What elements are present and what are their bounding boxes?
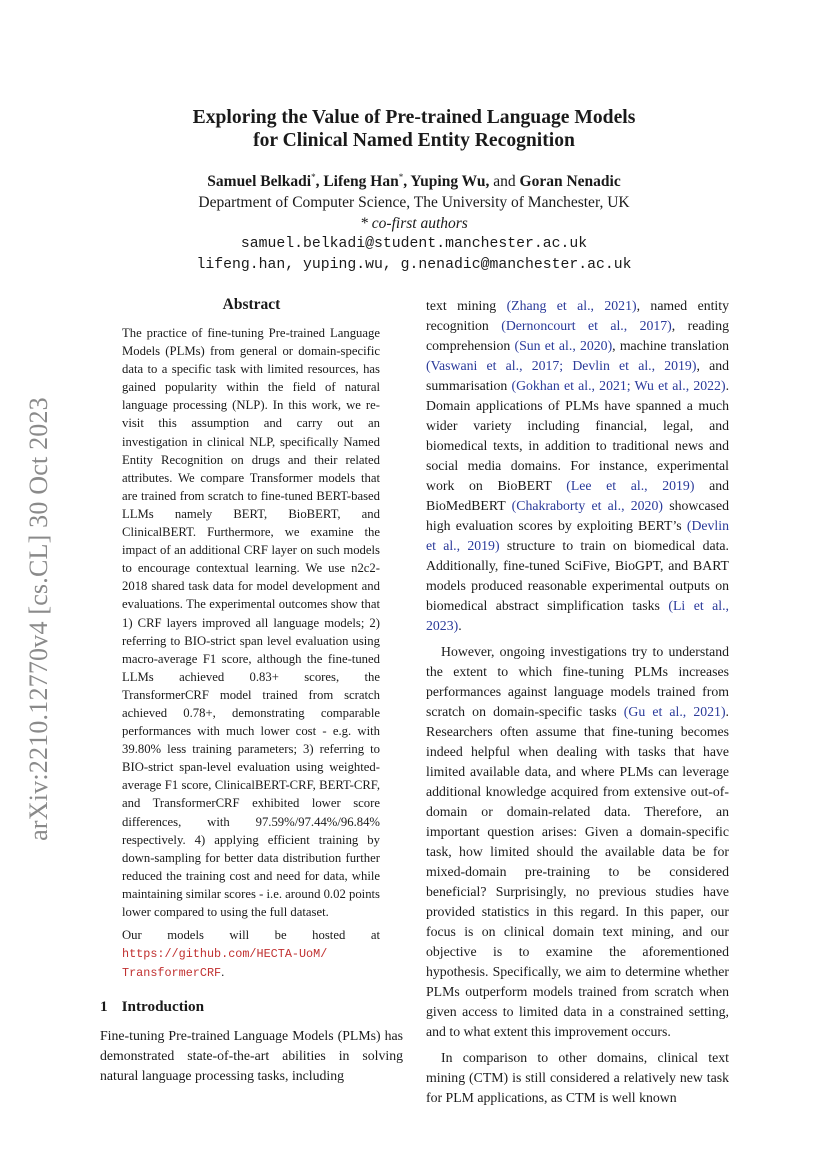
repo-link-part-2: TransformerCRF <box>122 966 222 981</box>
text-span: . Researchers often assume that fine-tuning becomes indeed helpful when dealing with tasks that have limited available data, and where PLMs can leverage additional knowledge acquired from extensive out-of-domain or domain-related data. Therefore, an important question arises: Given a domain-specific task, how limited should the available data be for mixed-domain pre-training to be considered beneficial? Surprisingly, no previous studies have provided statistics in this regard. In this paper, our focus is on clinical domain text mining, and our objective is to examine the aforementioned hypothesis. Specifically, we aim to determine whether PLMs outperform models trained from scratch when given access to limited data in a constrained setting, and to what extent this improvement occurs. <box>426 704 729 1039</box>
intro-number: 1 <box>100 998 108 1016</box>
citation-dernoncourt-2017[interactable]: (Dernoncourt et al., 2017) <box>501 318 672 333</box>
right-paragraph-1 <box>426 296 729 636</box>
citation-gu-2021[interactable]: (Gu et al., 2021) <box>623 704 726 719</box>
citation-gokhan-wu[interactable]: (Gokhan et al., 2021; Wu et al., 2022) <box>511 378 726 393</box>
intro-heading <box>100 998 403 1016</box>
abstract-paragraph-2 <box>122 926 380 982</box>
paper-title <box>100 106 728 152</box>
left-column <box>100 296 403 1086</box>
text-span: text mining <box>426 298 497 313</box>
repo-link[interactable] <box>122 947 327 980</box>
right-paragraph-3: In comparison to other domains, clinical text mining (CTM) is still considered a relatively new task for PLM applications, as CTM is well known <box>426 1050 729 1105</box>
author-block <box>100 167 728 276</box>
intro-title: Introduction <box>121 998 205 1016</box>
arxiv-stamp <box>24 368 54 870</box>
author-4: Goran Nenadic <box>519 173 621 191</box>
abstract-heading: Abstract <box>222 296 281 313</box>
affiliation: Department of Computer Science, The University of Manchester, UK <box>198 194 630 212</box>
text-span: . <box>458 618 462 633</box>
intro-paragraph-1: Fine-tuning Pre-trained Language Models (PLMs) has demonstrated state-of-the-art abilities in solving natural language processing tasks, including <box>100 1028 403 1084</box>
repo-link-part-1: https://github.com/HECTA-UoM/ <box>122 947 328 962</box>
citation-chakraborty-2020[interactable]: (Chakraborty et al., 2020) <box>511 498 663 513</box>
author-3: Yuping Wu, <box>410 173 490 191</box>
right-column <box>426 296 729 1108</box>
citation-li-2023[interactable]: (Li et al., 2023) <box>426 598 729 633</box>
text-span: and BioMedBERT <box>426 478 730 513</box>
text-span: , and summarisation <box>426 358 729 393</box>
citation-zhang-2021[interactable]: (Zhang et al., 2021) <box>506 298 637 313</box>
title-line-1: Exploring the Value of Pre-trained Language Models <box>192 107 636 128</box>
text-span: . Domain applications of PLMs have spanned a much wider variety including financial, legal, and biomedical texts, in addition to traditional news and social media domains. For instance, experimental work on BioBERT <box>426 378 730 493</box>
co-first-mark-1: * <box>311 172 316 182</box>
co-first-note: * co-first authors <box>360 215 468 233</box>
text-span: showcased high evaluation scores by exploiting BERT’s <box>426 498 729 533</box>
citation-devlin-2019[interactable]: (Devlin et al., 2019) <box>426 518 729 553</box>
author-2: Lifeng Han <box>323 173 399 191</box>
author-names: Samuel Belkadi*, Lifeng Han*, Yuping Wu, and Goran Nenadic <box>207 172 621 191</box>
author-and: and <box>493 173 516 191</box>
title-line-2: for Clinical Named Entity Recognition <box>253 130 575 151</box>
text-span: structure to train on biomedical data. Additionally, fine-tuned SciFive, BioGPT, and BART models produced reasonable experimental outputs on biomedical abstract simplification tasks <box>426 538 729 613</box>
co-first-mark-2: * <box>398 172 404 182</box>
abstract-body <box>122 324 380 982</box>
text-span: , reading comprehension <box>426 318 730 353</box>
arxiv-stamp-text: arXiv:2210.12770v4 [cs.CL] 30 Oct 2023 <box>24 397 53 841</box>
citation-vaswani-devlin[interactable]: (Vaswani et al., 2017; Devlin et al., 2019) <box>426 358 697 373</box>
text-span: However, ongoing investigations try to understand the extent to which fine-tuning PLMs increases performances against language models trained from scratch on domain-specific tasks <box>426 644 729 719</box>
citation-lee-2019[interactable]: (Lee et al., 2019) <box>566 478 695 493</box>
email-line-1: samuel.belkadi@student.manchester.ac.uk <box>240 236 588 253</box>
citation-sun-2020[interactable]: (Sun et al., 2020) <box>514 338 613 353</box>
text-span: , machine translation <box>612 338 729 353</box>
right-paragraph-2 <box>426 642 729 1042</box>
text-span: , named entity recognition <box>426 298 729 333</box>
abstract-period: . <box>221 965 225 980</box>
email-line-2: lifeng.han, yuping.wu, g.nenadic@manchester.ac.uk <box>196 257 632 274</box>
author-1: Samuel Belkadi <box>207 173 312 191</box>
abstract-hosting-text: Our models will be hosted at <box>122 928 380 943</box>
abstract-paragraph-1: The practice of fine-tuning Pre-trained Language Models (PLMs) from general or domain-specific data to a specific task with limited resources, has gained popularity within the field of natural language processing (NLP). In this work, we re-visit this assumption and carry out an investigation in clinical NLP, specifically Named Entity Recognition on drugs and their related attributes. We compare Transformer models that are trained from scratch to fine-tuned BERT-based LLMs namely BERT, BioBERT, and ClinicalBERT. Furthermore, we examine the impact of an additional CRF layer on such models to encourage contextual learning. We use n2c2-2018 shared task data for model development and evaluations. The experimental outcomes show that 1) CRF layers improved all language models; 2) referring to BIO-strict span level evaluation using macro-average F1 score, although the fine-tuned LLMs achieved 0.83+ scores, the TransformerCRF model trained from scratch achieved 0.78+, demonstrating comparable performances with much lower cost - e.g. with 39.80% less training parameters; 3) referring to BIO-strict span-level evaluation using weighted-average F1 score, ClinicalBERT-CRF, BERT-CRF, and TransformerCRF exhibited lower score differences, with 97.59%/97.44%/96.84% respectively. 4) applying efficient training by down-sampling for better data distribution further reduced the training cost and need for data, while maintaining similar scores - i.e. around 0.02 points lower compared to using the full dataset. <box>122 326 380 919</box>
